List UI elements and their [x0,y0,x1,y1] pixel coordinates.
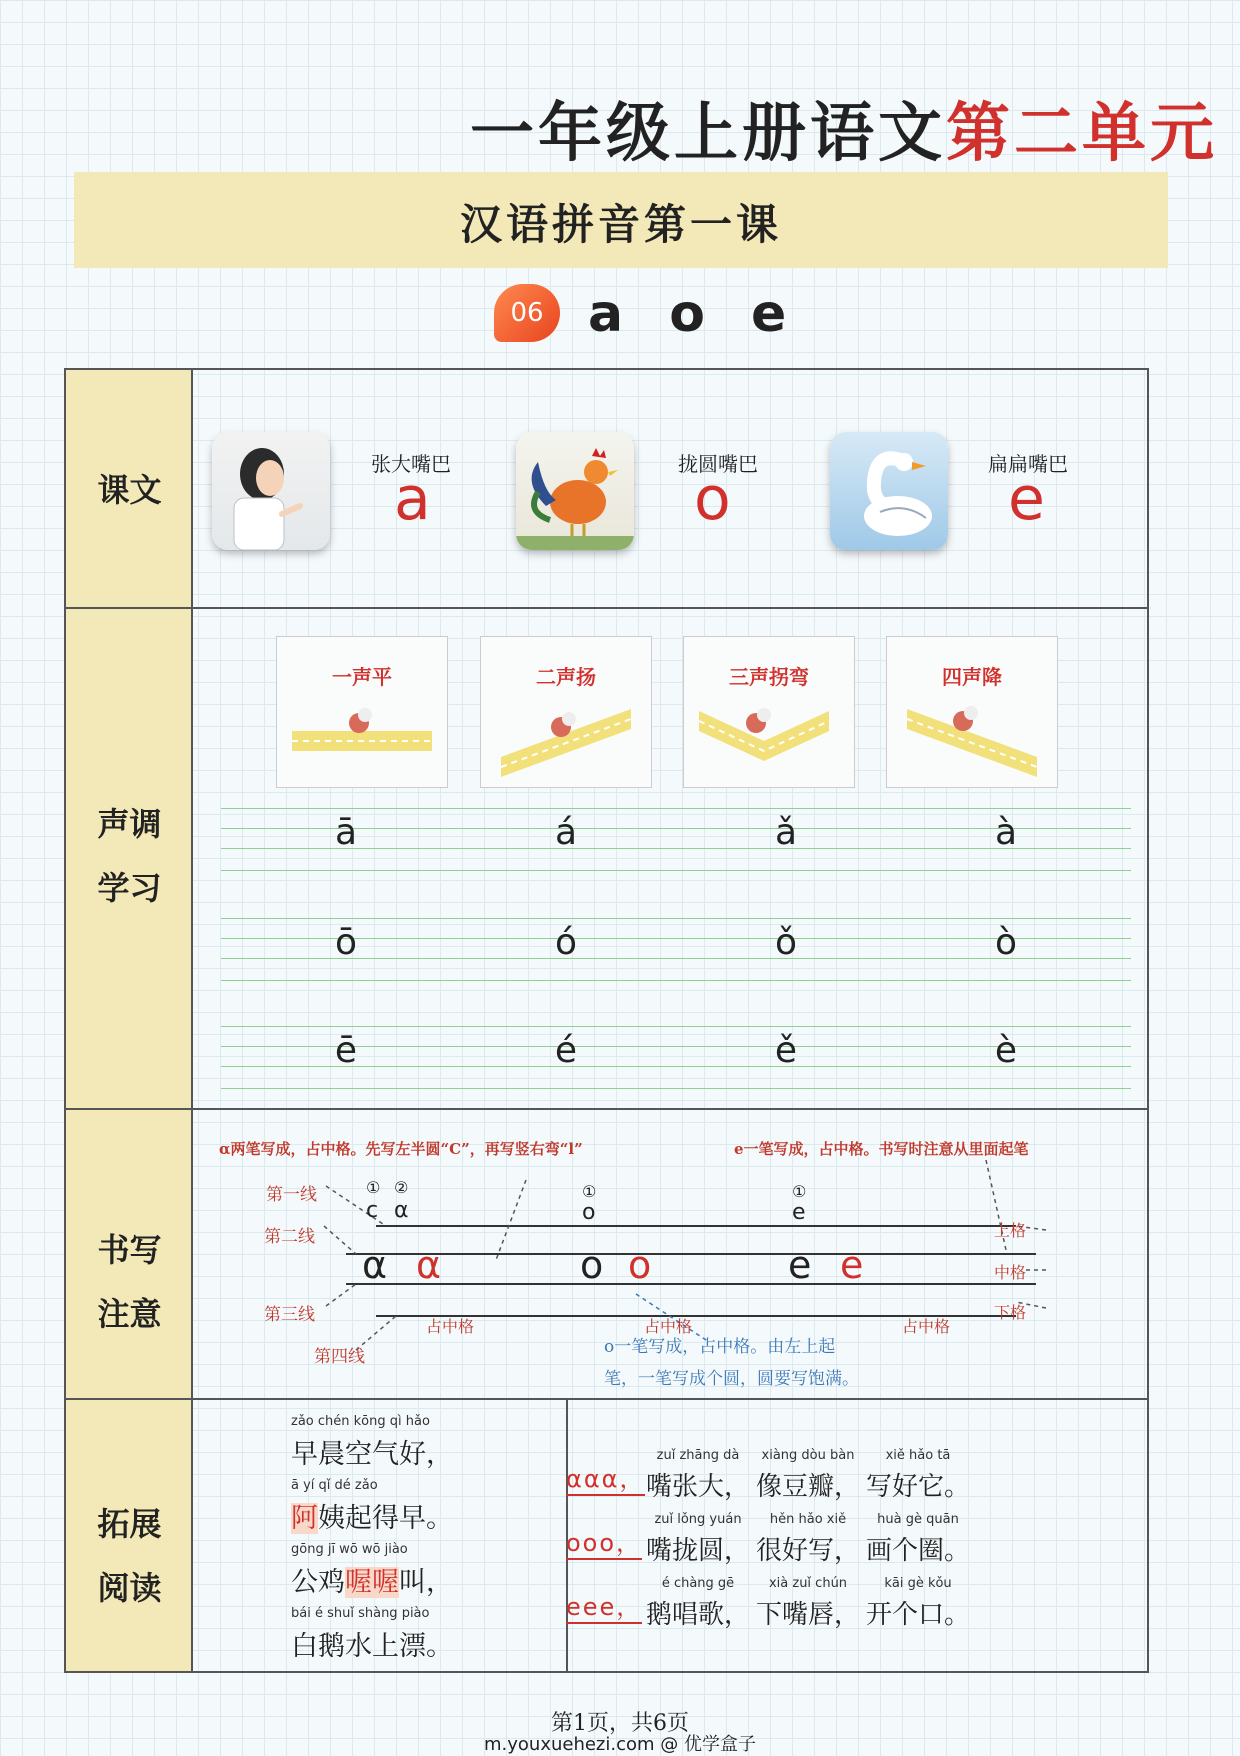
rhyme-word [866,1448,970,1500]
poem-pinyin: zǎo chén kōng qì hǎo [291,1414,430,1429]
write-letter-o-red: o [628,1243,652,1287]
poem-line [291,1414,453,1470]
rhyme-pinyin: xiě hǎo tā [885,1448,951,1463]
rhyme-pinyin: huà gè quān [877,1512,959,1527]
write-letter-e-black: e [788,1243,812,1287]
write-letter-a-black: α [362,1243,388,1287]
rhyme-pinyin: xià zuǐ chún [768,1576,848,1591]
writing-note-o-2: 笔，一笔写成个圆，圆要写饱满。 [604,1369,859,1389]
tone-card-first [276,636,448,788]
rhyme-pinyin: xiàng dòu bàn [761,1448,855,1463]
rhyme-hanzi: 下嘴唇， [756,1600,861,1630]
rhyme-lead: ααα， [566,1459,645,1496]
lesson-name: a o e [588,284,801,344]
line-label-second: 第二线 [264,1227,315,1247]
tone-road-rising-icon [491,697,641,777]
stroke-letter: o [582,1200,596,1225]
rhyme-word [866,1576,970,1628]
rhyme-pinyin: é chàng gē [661,1576,735,1591]
tone-card-second [480,636,652,788]
tone-letter: ǒ [774,922,798,963]
zone-label-a: 占中格 [426,1317,475,1336]
poem-line [291,1478,453,1534]
page-indicator: 第1页，共6页 [551,1711,689,1736]
lesson-table [64,368,1149,1673]
rhyme-hanzi: 写好它。 [866,1472,971,1502]
write-letter-e-red: e [840,1243,864,1287]
tone-letter: ā [334,812,358,853]
tone-letter: ǎ [774,812,798,853]
zone-label-o: 占中格 [644,1317,693,1336]
writing-note-o-1: o一笔写成，占中格。由左上起 [604,1337,836,1357]
tone-name: 一声平 [332,665,392,689]
label-column [66,370,193,1671]
rhyme-pinyin: zuǐ zhāng dà [656,1448,740,1463]
four-line-grid-e [221,1026,1131,1090]
grid-label-lower: 下格 [994,1303,1027,1322]
rhyme-pinyin: hěn hǎo xiě [769,1512,847,1527]
poem-hanzi-pre: 公鸡 [291,1567,345,1598]
tone-card-third [683,636,855,788]
tone-letter: ó [554,922,578,963]
zone-label-e: 占中格 [902,1317,951,1336]
section-label-writing-2: 注意 [97,1295,162,1333]
rhyme-word [646,1576,750,1628]
four-line-grid-o [221,918,1131,982]
tone-name: 四声降 [942,665,1002,689]
lesson-number-badge: 06 [494,284,560,342]
row-divider [66,607,1147,609]
lesson-letter-e: e [1008,464,1045,534]
subtitle-band [74,172,1168,268]
stroke-letter: c [366,1198,379,1223]
tone-letter: é [554,1030,578,1071]
section-label-reading-1: 拓展 [97,1505,162,1543]
rhyme-pinyin: zuǐ lǒng yuán [654,1512,742,1527]
poem-hanzi: 早晨空气好， [291,1439,453,1470]
stroke-letter: α [394,1198,409,1223]
mouth-hint-o: 拢圆嘴巴 [678,452,758,476]
tone-card-fourth [886,636,1058,788]
line-label-third: 第三线 [264,1305,315,1325]
rhyme-lead: eee， [566,1587,642,1624]
tone-letter: à [994,812,1018,853]
stroke-order-number: ① [366,1178,381,1197]
section-label-reading-2: 阅读 [97,1569,162,1607]
rhyme-hanzi: 很好写， [756,1536,861,1566]
rhyme-hanzi: 开个口。 [866,1600,971,1630]
rooster-picture [516,432,634,550]
highlight-word: 喔喔 [345,1567,399,1598]
poem-hanzi-rest: 叫， [399,1567,453,1598]
title-main: 一年级上册语文 [470,96,946,171]
rhyme-row-o [566,1504,1086,1564]
four-line-grid-a [221,808,1131,872]
poem-line [291,1606,453,1662]
rhyme-word [646,1512,750,1564]
grid-label-middle: 中格 [994,1263,1027,1282]
girl-singing-picture [212,432,330,550]
section-label-lesson: 课文 [97,471,162,509]
rhyme-word [866,1512,970,1564]
title-unit: 第二单元 [946,96,1218,171]
rhyme-hanzi: 鹅唱歌， [646,1600,751,1630]
rhyme-word [646,1448,750,1500]
rhyme-hanzi: 嘴张大， [646,1472,751,1502]
goose-picture [830,432,948,550]
rhyme-hanzi: 嘴拢圆， [646,1536,751,1566]
tone-letter: è [994,1030,1018,1071]
tone-letter: ò [994,922,1018,963]
tone-road-dip-icon [694,697,844,777]
rhyme-word [756,1512,860,1564]
tone-road-flat-icon [287,697,437,777]
lesson-letter-o: o [694,464,731,534]
writing-note-a: α两笔写成，占中格。先写左半圆“C”，再写竖右弯“l” [219,1140,583,1158]
highlight-word: 阿 [291,1503,318,1534]
page-title [470,82,1218,174]
mouth-hint-a: 张大嘴巴 [371,452,451,476]
tone-road-falling-icon [897,697,1047,777]
rhyme-hanzi: 像豆瓣， [756,1472,861,1502]
write-letter-o-black: o [580,1243,604,1287]
rhyme-word [756,1576,860,1628]
poem-hanzi [291,1496,453,1534]
tone-letter: ō [334,922,358,963]
line-label-fourth: 第四线 [314,1347,365,1367]
stroke-letter: e [792,1200,806,1225]
rhyme-lead: ooo， [566,1523,642,1560]
poem-line [291,1542,453,1598]
tone-name: 三声拐弯 [729,665,809,689]
stroke-order-number: ② [394,1178,409,1197]
tone-name: 二声扬 [536,665,596,689]
poem-pinyin: bái é shuǐ shàng piào [291,1606,430,1621]
tone-letter: ē [334,1030,358,1071]
rhyme-hanzi: 画个圈。 [866,1536,971,1566]
poem-hanzi [291,1560,453,1598]
grid-label-upper: 上格 [994,1221,1027,1240]
stroke-order-number: ① [582,1182,597,1201]
section-label-tone-1: 声调 [97,805,162,843]
line-label-first: 第一线 [266,1185,317,1205]
stroke-order-number: ① [792,1182,807,1201]
rhyme-row-a [566,1440,1086,1500]
writing-note-e: e一笔写成，占中格。书写时注意从里面起笔 [734,1140,1029,1158]
write-letter-a-red: α [416,1243,442,1287]
rhyme-pinyin: kāi gè kǒu [884,1576,952,1591]
tone-letter: ě [774,1030,798,1071]
rhyme-word [756,1448,860,1500]
section-label-writing-1: 书写 [97,1231,162,1269]
poem-pinyin: ā yí qǐ dé zǎo [291,1478,378,1493]
lesson-letter-a: a [394,464,431,534]
rhyme-row-e [566,1568,1086,1628]
poem-pinyin: gōng jī wō wō jiào [291,1542,408,1557]
subtitle: 汉语拼音第一课 [459,200,782,249]
site-watermark: m.youxuehezi.com @ 优学盒子 [483,1734,756,1755]
poem-hanzi: 白鹅水上漂。 [291,1631,453,1662]
poem-hanzi-rest: 姨起得早。 [318,1503,453,1534]
section-label-tone-2: 学习 [97,869,162,907]
tone-letter: á [554,812,578,853]
mouth-hint-e: 扁扁嘴巴 [988,452,1068,476]
